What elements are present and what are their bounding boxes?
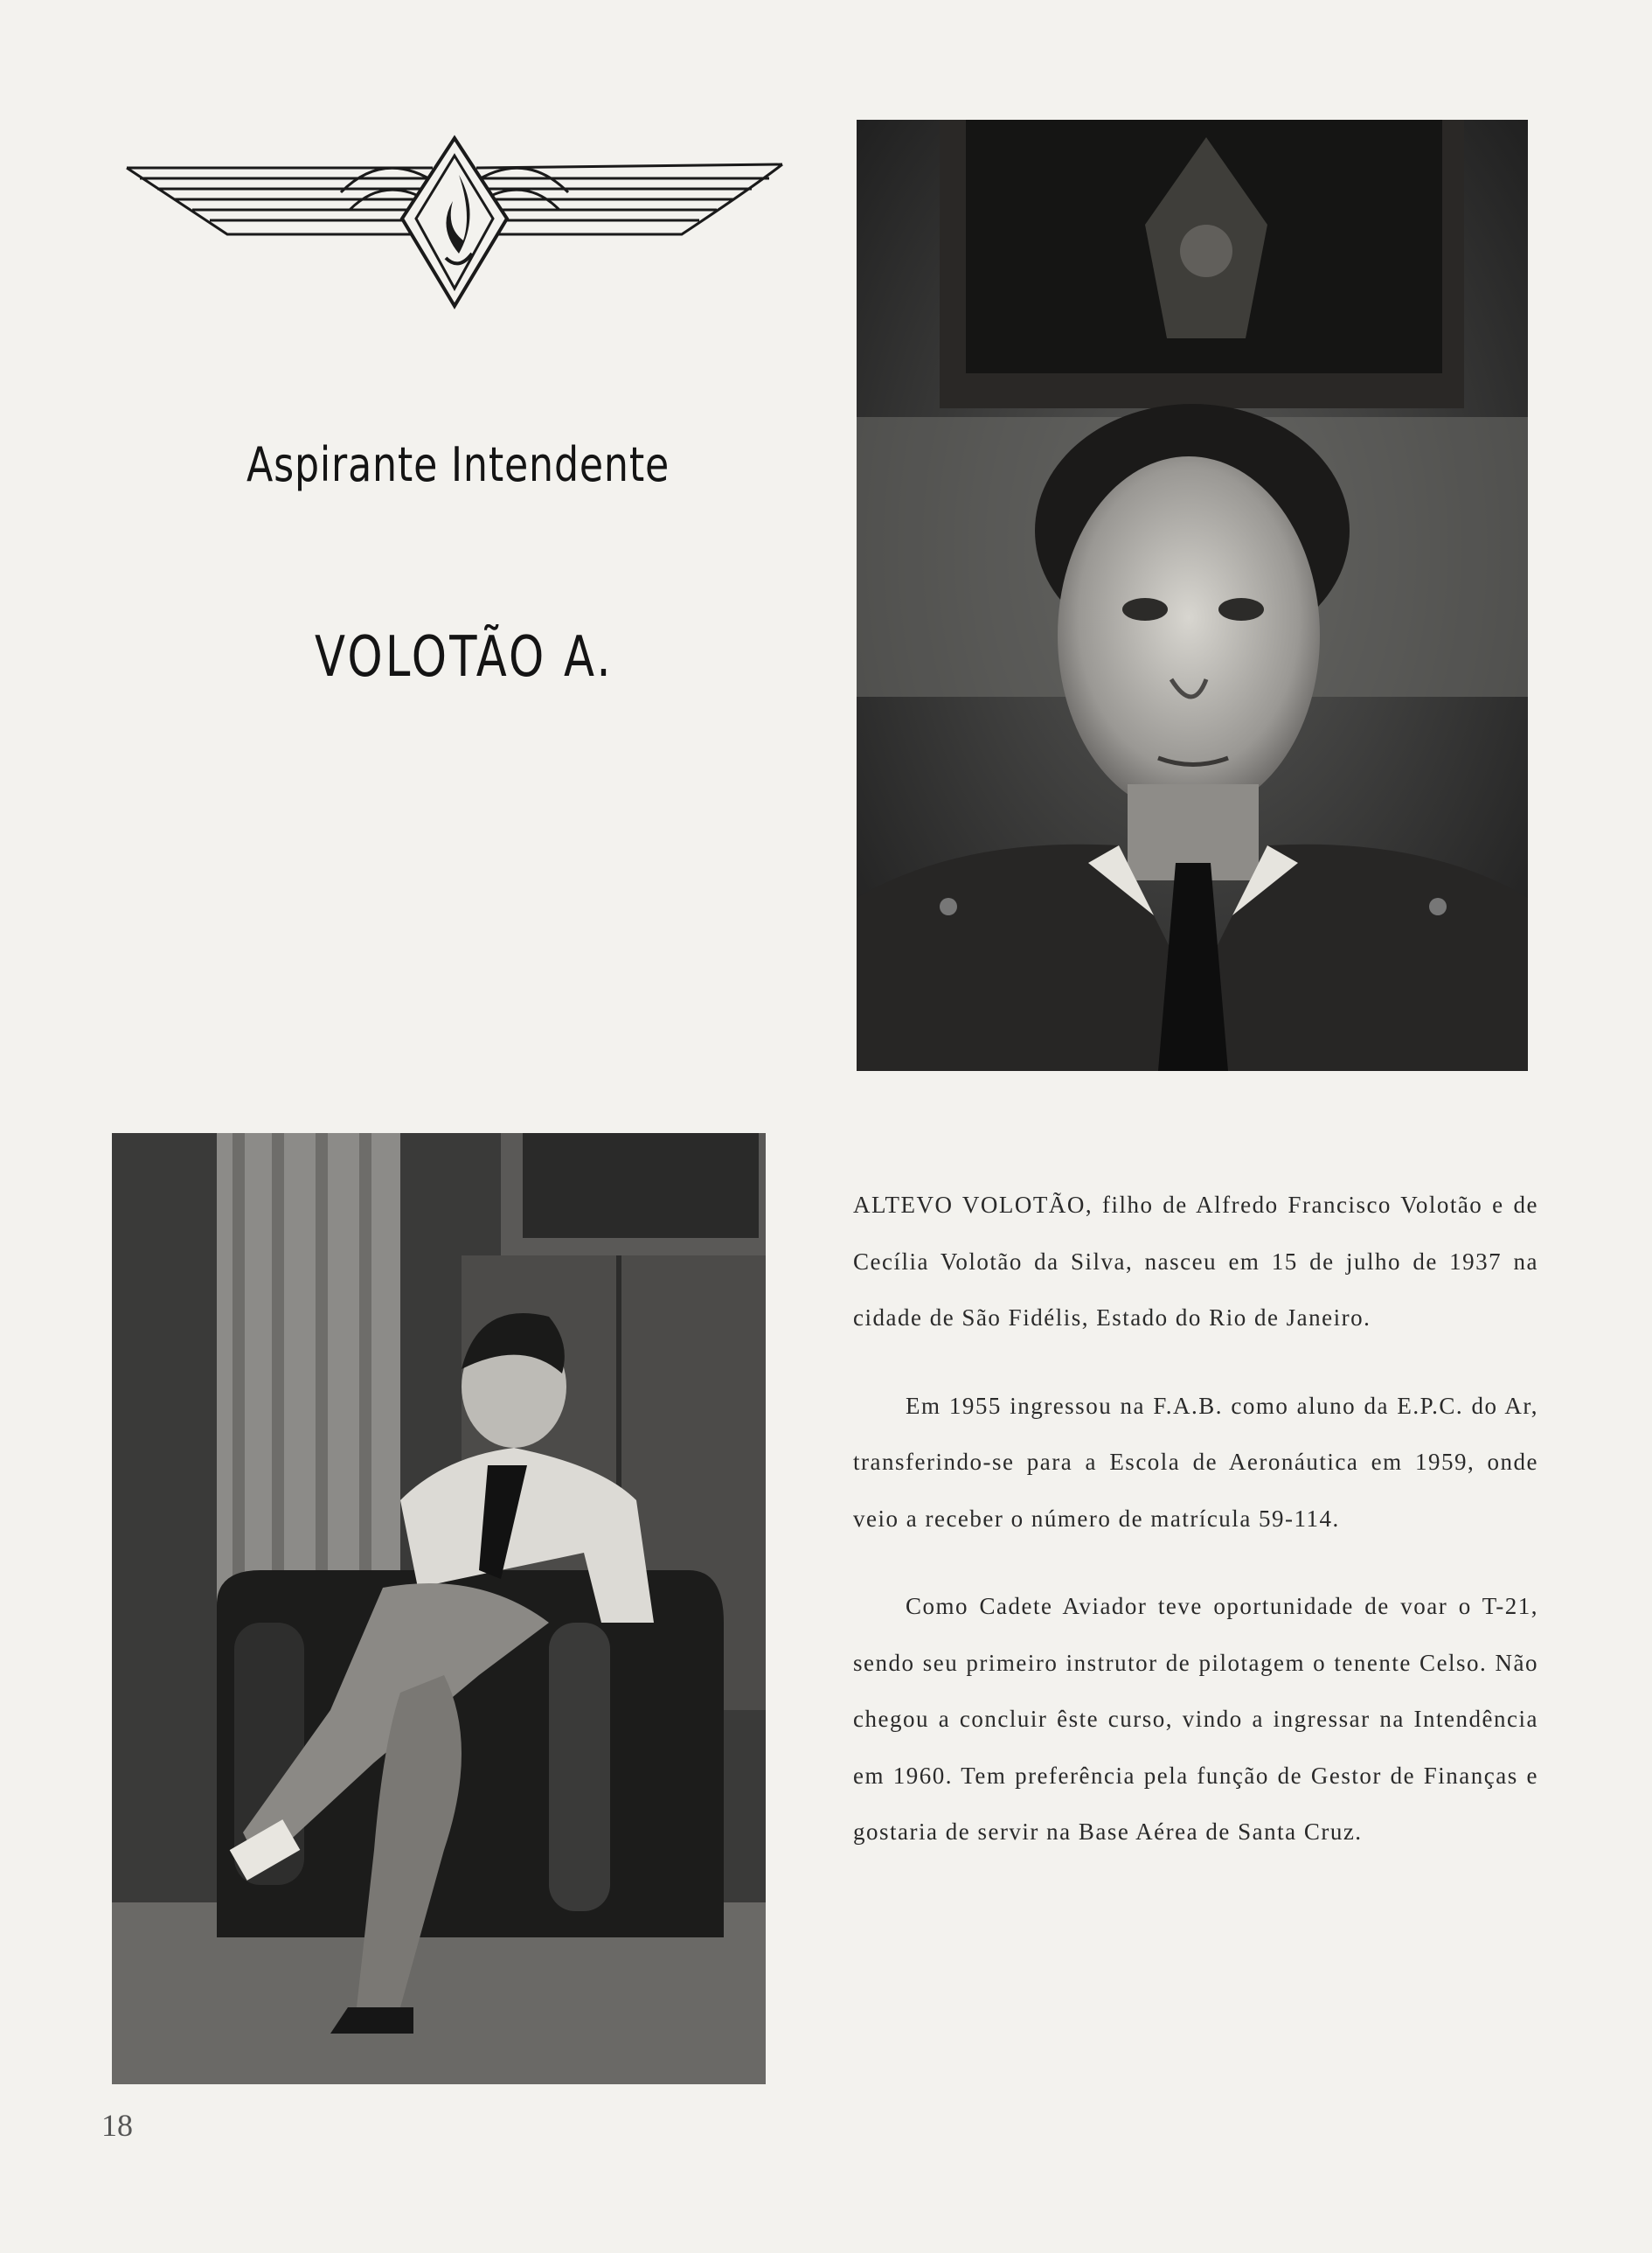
aviation-wings-emblem-icon (122, 131, 787, 315)
biography-paragraph: ALTEVO VOLOTÃO, filho de Alfredo Francisco Volotão e de Cecília Volotão da Silva, nasceu em 15 de julho de 1937 na cidade de São Fidélis, Estado do Rio de Janeiro. (853, 1192, 1538, 1331)
biography-text (853, 1177, 1538, 1892)
seated-photo (112, 1133, 766, 2084)
portrait-photo (857, 120, 1528, 1071)
biography-paragraph: Em 1955 ingressou na F.A.B. como aluno da E.P.C. do Ar, transferindo-se para a Escola de Aeronáutica em 1959, onde veio a receber o número de matrícula 59-114. (853, 1392, 1538, 1532)
page-number: 18 (101, 2108, 133, 2143)
biography-paragraph: Como Cadete Aviador teve oportunidade de voar o T-21, sendo seu primeiro instrutor de pilotagem o tenente Celso. Não chegou a concluir êste curso, vindo a ingressar na Intendência em 1960. Tem preferência pela função de Gestor de Finanças e gostaria de servir na Base Aérea de Santa Cruz. (853, 1593, 1538, 1845)
cadet-name: VOLOTÃO A. (315, 625, 614, 690)
rank-title: Aspirante Intendente (246, 437, 670, 492)
